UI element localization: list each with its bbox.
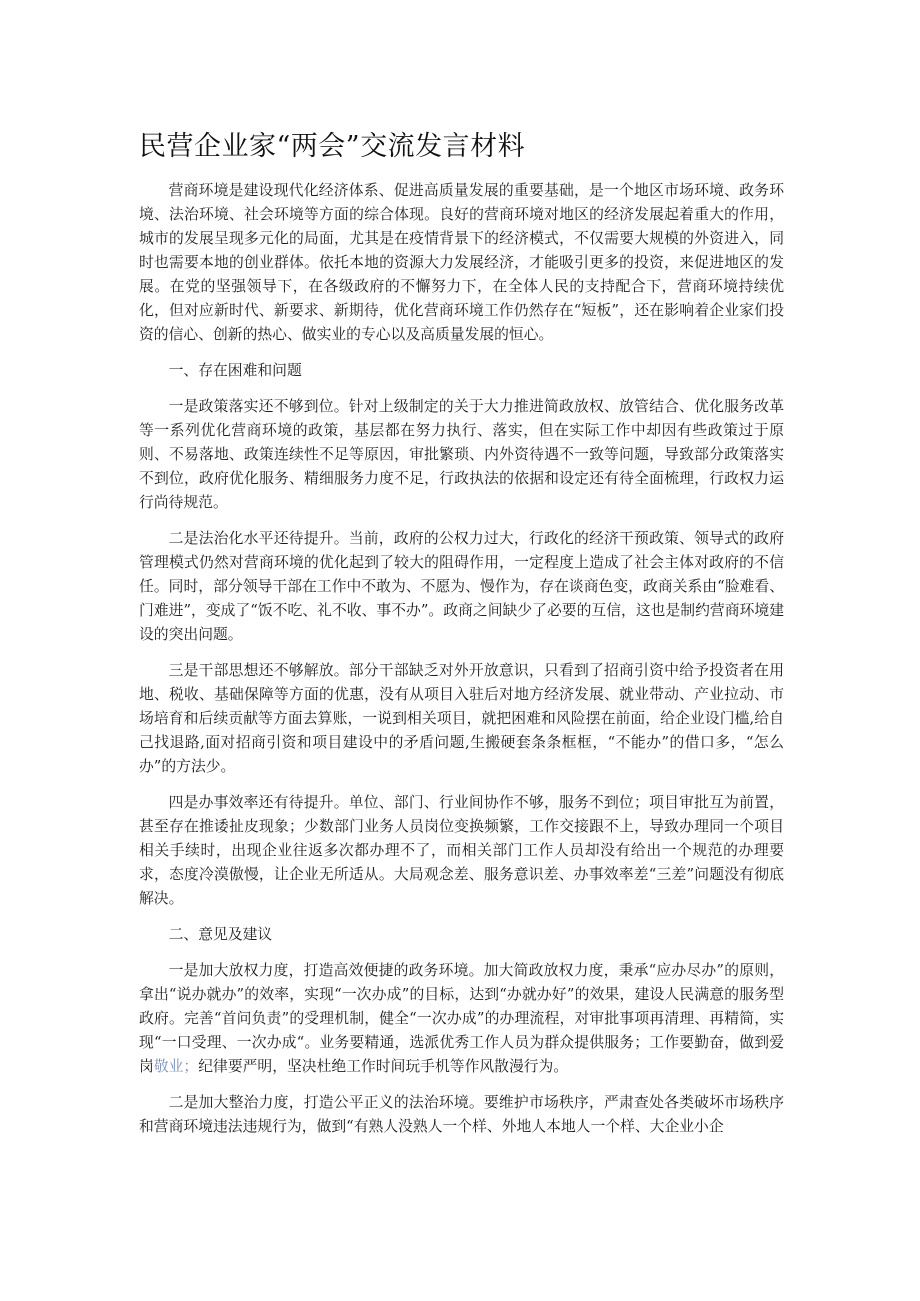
suggestion-1-highlight: 敬业； (153, 1058, 199, 1075)
document-page (139, 0, 784, 1301)
suggestion-1-text-a: 一是加大放权力度，打造高效便捷的政务环境。加大简政放权力度，秉承“应办尽办”的原则，拿出“说办就办”的效率，实现“一次办成”的目标，达到“办就办好”的效果，建设人民满意的服务型政府。完善“首问负责”的受理机制，健全“一次办成”的办理流程，对审批事项再清理、再精简，实现“一口受理、一次办成“。业务要精通，选派优秀工作人员为群众提供服务；工作要勤奋，做到爱岗 (139, 962, 784, 1075)
suggestion-paragraph-2: 二是加大整治力度，打造公平正义的法治环境。要维护市场秩序，严肃查处各类破坏市场秩序和营商环境违法违规行为，做到“有熟人没熟人一个样、外地人本地人一个样、大企业小企 (139, 1094, 784, 1135)
intro-paragraph: 营商环境是建设现代化经济体系、促进高质量发展的重要基础，是一个地区市场环境、政务环境、法治环境、社会环境等方面的综合体现。良好的营商环境对地区的经济发展起着重大的作用，城市的发展呈现多元化的局面，尤其是在疫情背景下的经济模式，不仅需要大规模的外资进入，同时也需要本地的创业群体。依托本地的资源大力发展经济，才能吸引更多的投资，来促进地区的发展。在党的坚强领导下，在各级政府的不懈努力下，在全体人民的支持配合下，营商环境持续优化，但对应新时代、新要求、新期待，优化营商环境工作仍然存在“短板”，还在影响着企业家们投资的信心、创新的热心、做实业的专心以及高质量发展的恒心。 (139, 182, 784, 343)
section-heading-suggestions: 二、意见及建议 (168, 926, 273, 943)
suggestion-1-text-b: 纪律要严明，坚决杜绝工作时间玩手机等作风散漫行为。 (198, 1058, 569, 1075)
problem-paragraph-4: 四是办事效率还有待提升。单位、部门、行业间协作不够，服务不到位；项目审批互为前置，甚至存在推诿扯皮现象；少数部门业务人员岗位变换频繁，工作交接跟不上，导致办理同一个项目相关手续时，出现企业往返多次都办理不了，而相关部门工作人员却没有给出一个规范的办理要求，态度冷漠傲慢，让企业无所适从。大局观念差、服务意识差、办事效率差“三差”问题没有彻底解决。 (139, 794, 784, 907)
suggestion-paragraph-1 (139, 959, 784, 1079)
document-title: 民营企业家“两会”交流发言材料 (139, 131, 526, 162)
problem-paragraph-2: 二是法治化水平还待提升。当前，政府的公权力过大，行政化的经济干预政策、领导式的政府管理模式仍然对营商环境的优化起到了较大的阻碍作用，一定程度上造成了社会主体对政府的不信任。同时，部分领导干部在工作中不敢为、不愿为、慢作为，存在谈商色变，政商关系由“脸难看、门难进”，变成了“饭不吃、礼不收、事不办”。政商之间缺少了必要的互信，这也是制约营商环境建设的突出问题。 (139, 530, 784, 643)
section-heading-problems: 一、存在困难和问题 (168, 362, 302, 379)
problem-paragraph-1: 一是政策落实还不够到位。针对上级制定的关于大力推进简政放权、放管结合、优化服务改革等一系列优化营商环境的政策，基层都在努力执行、落实，但在实际工作中却因有些政策过于原则、不易落地、政策连续性不足等原因，审批繁琐、内外资待遇不一致等问题，导致部分政策落实不到位，政府优化服务、精细服务力度不足，行政执法的依据和设定还有待全面梳理，行政权力运行尚待规范。 (139, 398, 784, 511)
problem-paragraph-3: 三是干部思想还不够解放。部分干部缺乏对外开放意识，只看到了招商引资中给予投资者在用地、税收、基础保障等方面的优惠，没有从项目入驻后对地方经济发展、就业带动、产业拉动、市场培育和后续贡献等方面去算账，一说到相关项目，就把困难和风险摆在前面，给企业设门槛,给自己找退路,面对招商引资和项目建设中的矛盾问题,生搬硬套条条框框，“不能办”的借口多，“怎么办”的方法少。 (139, 662, 784, 775)
